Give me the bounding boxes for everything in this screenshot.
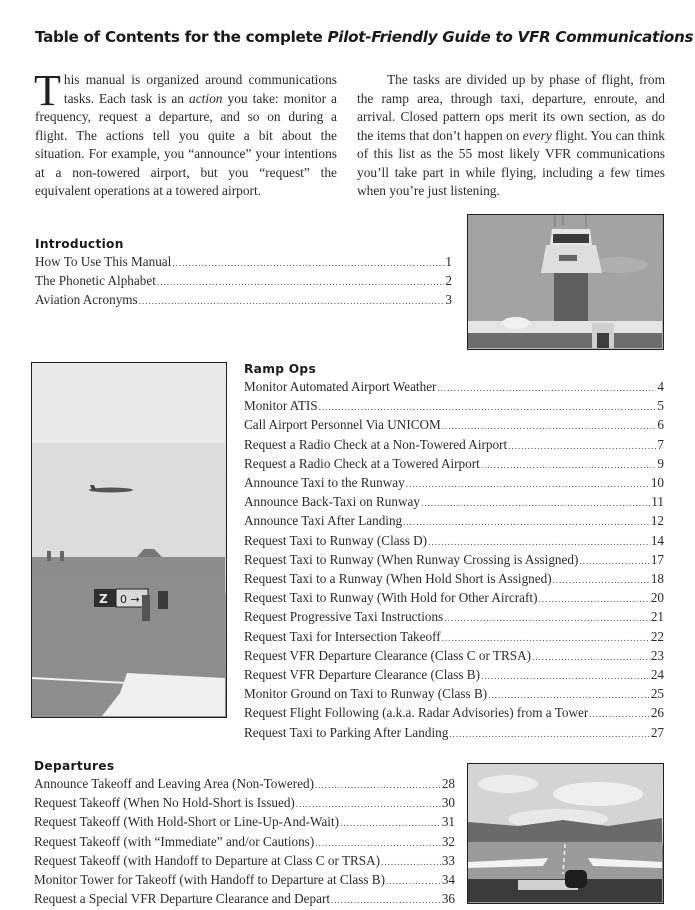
intro-paragraph-left xyxy=(34,66,337,201)
toc-entry[interactable] xyxy=(34,890,455,909)
toc-entry-page-number: 10 xyxy=(650,475,664,491)
toc-entry-page-number: 20 xyxy=(650,590,664,606)
toc-entry[interactable] xyxy=(244,704,664,723)
control-tower-photo xyxy=(467,214,664,350)
toc-entry-page-number: 9 xyxy=(657,455,664,471)
paragraph-text: flight. You can think of this list as the 55 most likely VFR communications you’ll take part in while flying, including a few times when you’re just listening. xyxy=(357,127,665,198)
toc-entry-page-number: 22 xyxy=(650,628,664,644)
toc-entry-label: How To Use This Manual xyxy=(35,254,172,269)
dot-leader xyxy=(442,417,657,435)
toc-entry[interactable] xyxy=(244,647,664,666)
toc-entry[interactable] xyxy=(35,272,452,291)
toc-entry-page-number: 6 xyxy=(657,417,664,433)
dot-leader xyxy=(449,725,650,743)
dot-leader xyxy=(553,571,650,589)
dot-leader xyxy=(589,705,650,723)
toc-entries xyxy=(35,253,452,311)
dot-leader xyxy=(331,891,441,909)
dot-leader xyxy=(579,552,649,570)
toc-entry-label: The Phonetic Alphabet xyxy=(35,273,156,289)
toc-entry[interactable] xyxy=(34,871,455,890)
toc-entry-page-number: 18 xyxy=(650,571,664,587)
dot-leader xyxy=(437,379,656,397)
toc-entry-page-number: 36 xyxy=(441,891,455,907)
toc-entry[interactable] xyxy=(34,833,455,852)
dot-leader xyxy=(444,609,650,627)
toc-section-introduction xyxy=(35,236,452,311)
dot-leader xyxy=(442,629,650,647)
toc-entry[interactable] xyxy=(244,416,664,435)
toc-entry-label: Request VFR Departure Clearance (Class C or TRSA) xyxy=(244,647,532,663)
toc-entry[interactable] xyxy=(35,291,452,310)
toc-entry-page-number: 32 xyxy=(441,833,455,849)
toc-entry[interactable] xyxy=(244,570,664,589)
runway-view-from-cockpit-photo xyxy=(467,763,664,904)
title-prefix: Table of Contents for the complete xyxy=(35,28,328,46)
toc-entry[interactable] xyxy=(34,794,455,813)
toc-entry-page-number: 14 xyxy=(650,532,664,548)
toc-entry-page-number: 24 xyxy=(650,667,664,683)
dot-leader xyxy=(172,254,444,272)
toc-entry[interactable] xyxy=(244,493,664,512)
dot-leader xyxy=(508,437,656,455)
dot-leader xyxy=(340,814,441,832)
toc-entry-label: Announce Taxi After Landing xyxy=(244,513,403,529)
toc-entry-label: Aviation Acronyms xyxy=(35,292,138,308)
toc-entry-label: Request Taxi to Runway (Class D) xyxy=(244,532,428,548)
toc-entry-label: Request a Radio Check at a Non-Towered Airport xyxy=(244,436,508,452)
intro-paragraph-right xyxy=(357,71,665,201)
toc-entry[interactable] xyxy=(244,589,664,608)
toc-section-ramp-ops xyxy=(244,361,664,743)
toc-entry-label: Request Takeoff (With Hold-Short or Line-Up-And-Wait) xyxy=(34,814,339,830)
toc-entry[interactable] xyxy=(244,551,664,570)
toc-entry[interactable] xyxy=(244,666,664,685)
paragraph-emphasis: every xyxy=(522,127,552,143)
dot-leader xyxy=(481,667,650,685)
dot-leader xyxy=(315,776,441,794)
toc-entry-page-number: 21 xyxy=(650,609,664,625)
toc-section-departures xyxy=(34,758,455,909)
toc-entry[interactable] xyxy=(244,512,664,531)
section-heading: Introduction xyxy=(35,237,124,251)
toc-entry-label: Monitor Ground on Taxi to Runway (Class B) xyxy=(244,686,488,702)
dot-leader xyxy=(488,686,650,704)
runway-illustration xyxy=(468,764,662,902)
toc-entry-label: Request Taxi for Intersection Takeoff xyxy=(244,628,441,644)
toc-entry-label: Announce Back-Taxi on Runway xyxy=(244,494,420,510)
toc-entry-page-number: 34 xyxy=(441,872,455,888)
paragraph-text: his manual is organized around communications tasks. Each task is an xyxy=(63,72,337,106)
toc-entry-label: Request Takeoff (When No Hold-Short is Issued) xyxy=(34,795,295,811)
toc-entry[interactable] xyxy=(244,397,664,416)
toc-entries xyxy=(34,775,455,909)
sign-letter: Z xyxy=(99,592,108,606)
toc-entry[interactable] xyxy=(244,474,664,493)
sign-direction: 0 → xyxy=(120,593,140,606)
toc-entry-label: Request a Radio Check at a Towered Airport xyxy=(244,455,480,471)
control-tower-illustration xyxy=(468,215,662,348)
dot-leader xyxy=(157,273,445,291)
toc-entry[interactable] xyxy=(244,628,664,647)
dot-leader xyxy=(139,292,445,310)
toc-entry-page-number: 11 xyxy=(651,494,664,510)
toc-entry-page-number: 28 xyxy=(441,776,455,791)
toc-entry[interactable] xyxy=(34,813,455,832)
paragraph-text: The tasks are divided up by phase of flight, from the ramp area, through taxi, departure, enroute, and arrival. Closed pattern ops merit its own section, as do the items that don’t happen on xyxy=(357,72,665,143)
drop-cap: T xyxy=(34,66,61,115)
toc-entry[interactable] xyxy=(244,378,664,397)
toc-entries xyxy=(244,378,664,743)
toc-entry-page-number: 27 xyxy=(650,724,664,740)
toc-entry-label: Request Taxi to Parking After Landing xyxy=(244,724,449,740)
toc-entry-label: Monitor Tower for Takeoff (with Handoff to Departure at Class B) xyxy=(34,872,385,888)
toc-entry-label: Call Airport Personnel Via UNICOM xyxy=(244,417,441,433)
toc-entry-page-number: 17 xyxy=(650,551,664,567)
toc-entry[interactable] xyxy=(244,724,664,743)
dot-leader xyxy=(532,648,650,666)
toc-entry[interactable] xyxy=(34,852,455,871)
toc-entry[interactable] xyxy=(34,775,455,794)
taxiway-sign xyxy=(94,589,148,607)
toc-entry[interactable] xyxy=(244,608,664,627)
page-title xyxy=(35,28,693,46)
toc-entry-page-number: 4 xyxy=(657,379,664,394)
dot-leader xyxy=(315,834,441,852)
dot-leader xyxy=(428,533,650,551)
toc-entry-page-number: 23 xyxy=(650,647,664,663)
ramp-illustration xyxy=(32,363,225,716)
toc-entry-label: Request a Special VFR Departure Clearance and Depart xyxy=(34,891,330,907)
ramp-taxiway-sign-photo xyxy=(31,362,227,718)
toc-entry-page-number: 3 xyxy=(445,292,452,308)
toc-entry-label: Request Taxi to Runway (When Runway Crossing is Assigned) xyxy=(244,551,579,567)
paragraph-text: you take: monitor a frequency, request a departure, and so on during a flight. The actions tell you quite a bit about the situation. For example, you “announce” your intentions at a non-towered airport, but you “request” the equivalent operations at a towered airport. xyxy=(35,90,337,198)
toc-entry-label: Monitor ATIS xyxy=(244,398,318,414)
toc-entry-page-number: 30 xyxy=(441,795,455,811)
dot-leader xyxy=(381,853,441,871)
dot-leader xyxy=(538,590,649,608)
paragraph-emphasis: action xyxy=(189,90,223,106)
toc-entry-label: Request VFR Departure Clearance (Class B) xyxy=(244,667,480,683)
toc-entry[interactable] xyxy=(244,455,664,474)
dot-leader xyxy=(296,795,441,813)
toc-entry-label: Request Takeoff (with Handoff to Departure at Class C or TRSA) xyxy=(34,852,381,868)
dot-leader xyxy=(319,398,657,416)
toc-entry-page-number: 25 xyxy=(650,686,664,702)
toc-entry-page-number: 1 xyxy=(445,254,452,269)
toc-entry-page-number: 26 xyxy=(650,705,664,721)
toc-entry-page-number: 7 xyxy=(657,436,664,452)
dot-leader xyxy=(386,872,441,890)
toc-entry-label: Request Flight Following (a.k.a. Radar Advisories) from a Tower xyxy=(244,705,589,721)
toc-entry[interactable] xyxy=(35,253,452,272)
section-heading: Departures xyxy=(34,759,115,773)
section-heading: Ramp Ops xyxy=(244,362,317,376)
toc-entry-label: Request Taxi to a Runway (When Hold Short is Assigned) xyxy=(244,571,552,587)
toc-entry-label: Announce Takeoff and Leaving Area (Non-Towered) xyxy=(34,776,314,791)
toc-entry-page-number: 12 xyxy=(650,513,664,529)
toc-entry-page-number: 2 xyxy=(445,273,452,289)
dot-leader xyxy=(403,513,650,531)
toc-entry[interactable] xyxy=(244,532,664,551)
toc-entry-page-number: 31 xyxy=(441,814,455,830)
toc-entry-label: Request Progressive Taxi Instructions xyxy=(244,609,444,625)
toc-entry[interactable] xyxy=(244,685,664,704)
toc-entry-label: Request Taxi to Runway (With Hold for Other Aircraft) xyxy=(244,590,538,606)
toc-entry-label: Announce Taxi to the Runway xyxy=(244,475,405,491)
dot-leader xyxy=(481,456,657,474)
toc-entry-page-number: 5 xyxy=(657,398,664,414)
dot-leader xyxy=(406,475,650,493)
toc-entry-page-number: 33 xyxy=(441,852,455,868)
toc-entry[interactable] xyxy=(244,436,664,455)
title-book-name: Pilot-Friendly Guide to VFR Communications xyxy=(327,28,694,46)
toc-entry-label: Request Takeoff (with “Immediate” and/or Cautions) xyxy=(34,833,315,849)
toc-entry-label: Monitor Automated Airport Weather xyxy=(244,379,437,394)
dot-leader xyxy=(421,494,650,512)
